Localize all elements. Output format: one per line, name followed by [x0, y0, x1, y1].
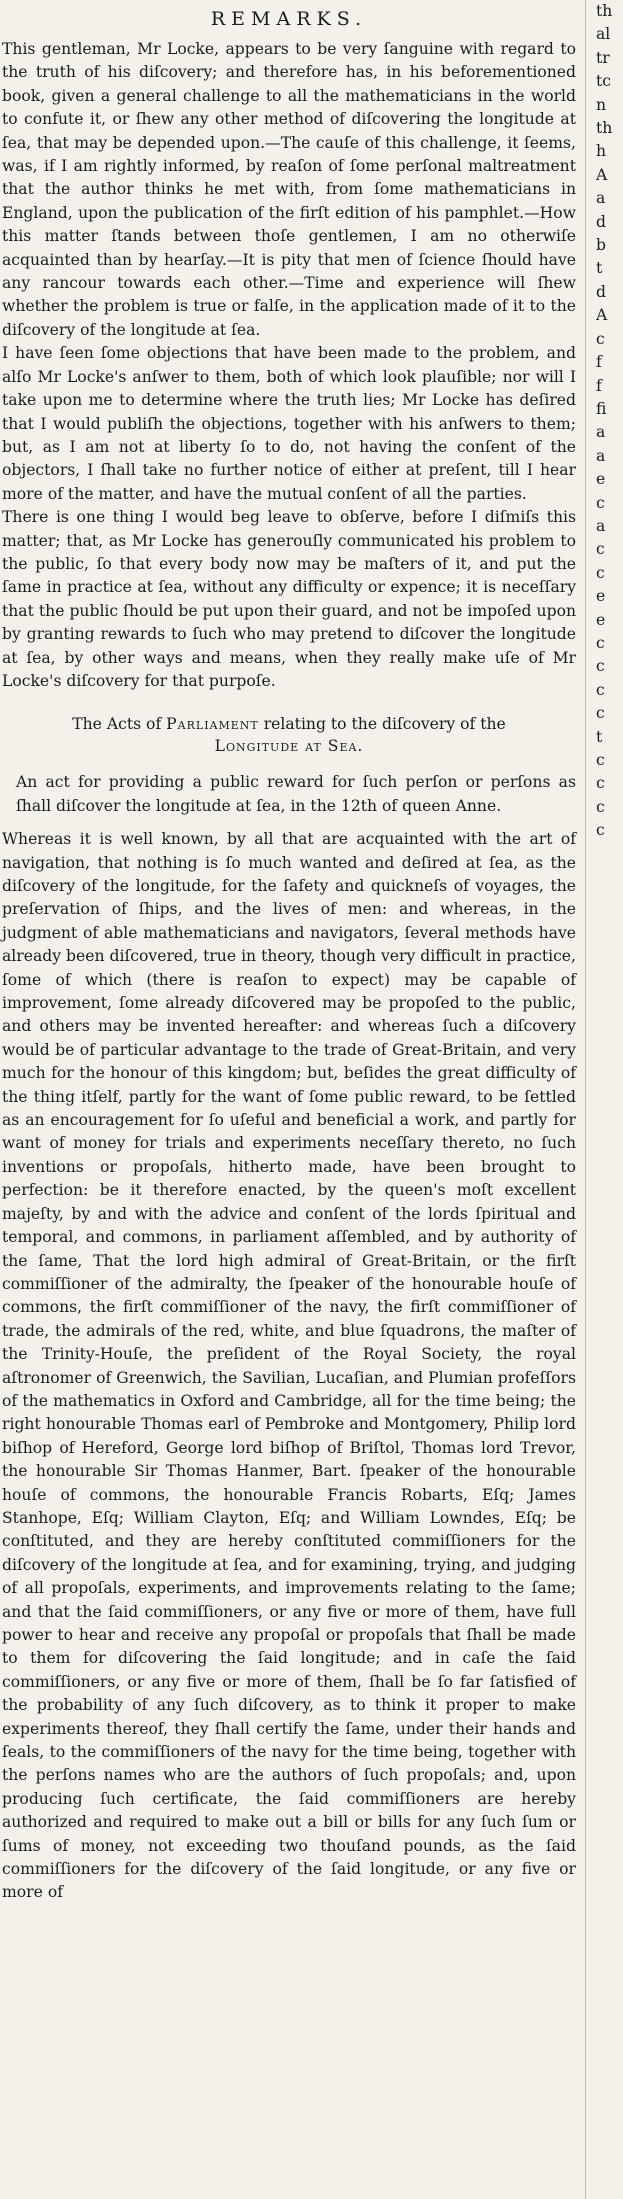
- adjacent-column-fragment-line: n: [596, 95, 607, 114]
- act-intro: An act for providing a public reward for ſuch perſon or perſons as ſhall diſcover the longitude at ſea, in the 12th of queen Anne.: [16, 773, 576, 815]
- adjacent-column-fragment-line: A: [596, 165, 608, 184]
- adjacent-column-fragment-line: h: [596, 142, 607, 161]
- adjacent-column-fragment-line: c: [596, 774, 605, 793]
- adjacent-column-fragment-line: th: [596, 2, 613, 20]
- adjacent-column-fragment-line: tc: [596, 72, 611, 91]
- remarks-paragraph-3: There is one thing I would beg leave to obſerve, before I diſmiſs this matter; that, as Mr Locke has generouſly communicated his problem to the public, ſo that every body now may be maſters of it, and put the ſame in practice at ſea, without any difficulty or expence; it is neceſſary that the public ſhould be put upon their guard, and not be impoſed upon by granting rewards to ſuch who may pretend to diſcover the longitude at ſea, by other ways and means, when they really make uſe of Mr Locke's diſcovery for that purpoſe.: [2, 508, 576, 690]
- adjacent-column-fragment-line: tr: [596, 48, 610, 67]
- adjacent-column-fragment-line: al: [596, 25, 611, 44]
- adjacent-column-fragment-line: t: [596, 259, 603, 278]
- adjacent-column-fragment-line: e: [596, 587, 606, 606]
- adjacent-column-fragment-line: d: [596, 212, 606, 231]
- adjacent-column-fragment-line: c: [596, 821, 605, 840]
- adjacent-column-fragment-line: c: [596, 704, 605, 723]
- adjacent-column-fragment-line: c: [596, 751, 605, 769]
- adjacent-column-fragment-line: c: [596, 540, 605, 559]
- adjacent-column-fragment-line: f: [596, 376, 602, 395]
- acts-heading: [8, 713, 570, 757]
- adjacent-column-fragment-line: c: [596, 633, 605, 652]
- adjacent-column-fragment-line: fi: [596, 399, 607, 418]
- column-divider: [585, 0, 586, 2199]
- adjacent-column-fragment-line: c: [596, 329, 605, 348]
- remarks-paragraph-1: This gentleman, Mr Locke, appears to be very ſanguine with regard to the truth of his diſcovery; and therefore has, in his beforementioned book, given a general challenge to all the mathematicians in the world to confute it, or ſhew any other method of diſcovering the longitude at ſea, that may be depended upon.—The cauſe of this challenge, it ſeems, was, if I am rightly informed, by reaſon of ſome perſonal maltreatment that the author thinks he met with, from ſome mathematicians in England, upon the publication of the firſt edition of his pamphlet.—How this matter ſtands between thoſe gentlemen, I am no otherwiſe acquainted than by hearſay.—It is pity that men of ſcience ſhould have any rancour towards each other.—Time and experience will ſhew whether the problem is true or falſe, in the application made of it to the diſcovery of the longitude at ſea.: [2, 40, 576, 339]
- adjacent-column-fragment-line: a: [596, 446, 606, 465]
- adjacent-column-fragment-line: A: [596, 306, 608, 325]
- acts-heading-pre: The Acts of: [72, 715, 167, 734]
- remarks-paragraph-2: I have ſeen ſome objections that have been made to the problem, and alſo Mr Locke's anſwer to them, both of which look plauſible; nor will I take upon me to determine where the truth lies; Mr Locke has deſired that I would publiſh the objections, together with his anſwers to them; but, as I am not at liberty ſo to do, not having the conſent of the objectors, I ſhall take no further notice of either at preſent, till I hear more of the matter, and have the mutual conſent of all the parties.: [2, 344, 576, 503]
- adjacent-column-fragment-line: d: [596, 282, 606, 301]
- adjacent-column-fragment-line: th: [596, 119, 613, 138]
- adjacent-column-fragment: [596, 0, 623, 2199]
- adjacent-column-fragment-line: c: [596, 563, 605, 582]
- adjacent-column-fragment-line: a: [596, 423, 606, 442]
- adjacent-column-fragment-line: b: [596, 236, 606, 255]
- acts-heading-line2: Longitude at Sea.: [214, 737, 364, 756]
- act-body: Whereas it is well known, by all that are acquainted with the art of navigation, that nothing is ſo much wanted and deſired at ſea, as the diſcovery of the longitude, for the ſafety and quickneſs of voyages, the preſervation of ſhips, and the lives of men: and whereas, in the judgment of able mathematicians and navigators, ſeveral methods have already been diſcovered, true in theory, though very difficult in practice, ſome of which (there is reaſon to expect) may be capable of improvement, ſome already diſcovered may be propoſed to the public, and others may be invented hereafter: and whereas ſuch a diſcovery would be of particular advantage to the trade of Great-Britain, and very much for the honour of this kingdom; but, beſides the great difficulty of the thing itſelf, partly for the want of ſome public reward, to be ſettled as an encouragement for ſo uſeful and beneficial a work, and partly for want of money for trials and experiments neceſſary thereto, no ſuch inventions or propoſals, hitherto made, have been brought to perfection: be it therefore enacted, by the queen's moſt excellent majeſty, by and with the advice and conſent of the lords ſpiritual and temporal, and commons, in parliament aſſembled, and by authority of the ſame, That the lord high admiral of Great-Britain, or the firſt commiſſioner of the admiralty, the ſpeaker of the honourable houſe of commons, the firſt commiſſioner of the navy, the firſt commiſſioner of trade, the admirals of the red, white, and blue ſquadrons, the maſter of the Trinity-Houſe, the preſident of the Royal Society, the royal aſtronomer of Greenwich, the Savilian, Lucaſian, and Plumian profeſſors of the mathematics in Oxford and Cambridge, all for the time being; the right honourable Thomas earl of Pembroke and Montgomery, Philip lord biſhop of Hereford, George lord biſhop of Briſtol, Thomas lord Trevor, the honourable Sir Thomas Hanmer, Bart. ſpeaker of the honourable houſe of commons, the honourable Francis Robarts, Eſq; James Stanhope, Eſq; William Clayton, Eſq; and William Lowndes, Eſq; be conſtituted, and they are hereby conſtituted commiſſioners for the diſcovery of the longitude at ſea, and for examining, trying, and judging of all propoſals, experiments, and improvements relating to the ſame; and that the ſaid commiſſioners, or any five or more of them, have full power to hear and receive any propoſal or propoſals that ſhall be made to them for diſcovering the ſaid longitude; and in caſe the ſaid commiſſioners, or any five or more of them, ſhall be ſo far ſatisfied of the probability of any ſuch diſcovery, as to think it proper to make experiments thereof, they ſhall certify the ſame, under their hands and ſeals, to the commiſſioners of the navy for the time being, together with the perſons names who are the authors of ſuch propoſals; and, upon producing ſuch certificate, the ſaid commiſſioners are hereby authorized and required to make out a bill or bills for any ſuch ſum or ſums of money, not exceeding two thouſand pounds, as the ſaid commiſſioners for the diſcovery of the ſaid longitude, or any five or more of: [2, 830, 576, 1902]
- adjacent-column-fragment-line: e: [596, 610, 606, 629]
- main-column: [2, 8, 576, 1905]
- remarks-title: REMARKS.: [210, 8, 368, 30]
- adjacent-column-fragment-line: c: [596, 493, 605, 512]
- adjacent-column-fragment-line: e: [596, 470, 606, 489]
- adjacent-column-fragment-line: c: [596, 680, 605, 699]
- adjacent-column-fragment-line: a: [596, 516, 606, 535]
- adjacent-column-fragment-line: a: [596, 189, 606, 208]
- adjacent-column-fragment-line: c: [596, 797, 605, 816]
- acts-heading-mid: relating to the diſcovery of the: [258, 715, 506, 734]
- adjacent-column-fragment-line: c: [596, 657, 605, 676]
- adjacent-column-fragment-line: f: [596, 353, 602, 372]
- acts-heading-parliament: Parliament: [166, 715, 259, 734]
- adjacent-column-fragment-line: t: [596, 727, 603, 746]
